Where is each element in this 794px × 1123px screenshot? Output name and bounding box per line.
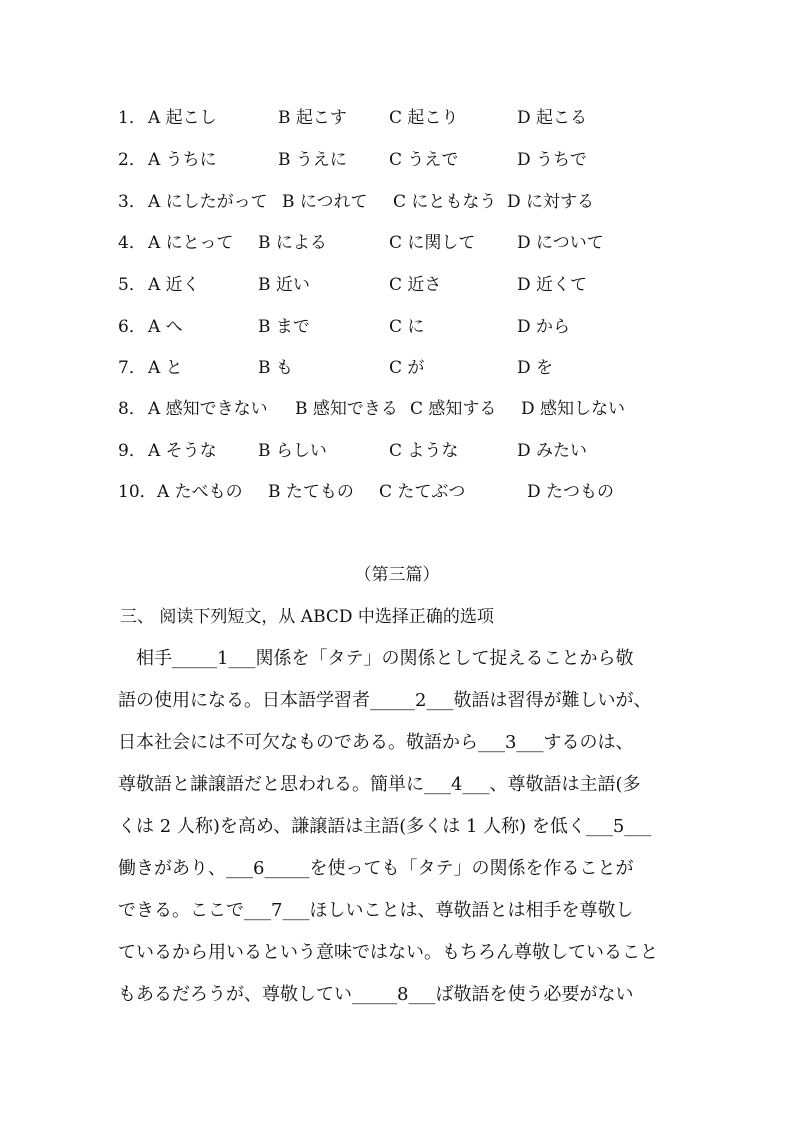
option-a: A 感知できない xyxy=(148,399,268,419)
section-title: （第三篇） xyxy=(354,565,440,585)
question-number: 5． xyxy=(118,275,146,295)
question-number: 9． xyxy=(118,441,146,461)
passage-line: 働きがあり、___6_____を使っても「タテ」の関係を作ることが xyxy=(118,858,634,879)
question-number: 10． xyxy=(118,482,157,502)
option-c: C うえで xyxy=(389,150,459,170)
option-b: B まで xyxy=(258,317,310,337)
passage-line: ているから用いるという意味ではない。もちろん尊敬していること xyxy=(118,942,658,963)
question-number: 7． xyxy=(118,358,146,378)
option-a: A 起こし xyxy=(148,108,217,128)
passage-line: 相手_____1___関係を「タテ」の関係として捉えることから敬 xyxy=(118,648,634,669)
option-b: B うえに xyxy=(278,150,347,170)
option-a: A たべもの xyxy=(157,482,243,502)
question-number: 6． xyxy=(118,317,146,337)
option-b: B につれて xyxy=(282,192,368,212)
option-b: B による xyxy=(258,233,327,253)
option-b: B たてもの xyxy=(268,482,354,502)
option-c: C 近さ xyxy=(389,275,442,295)
passage-line: くは 2 人称)を高め、謙譲語は主語(多くは 1 人称) を低く___5___ xyxy=(118,816,652,837)
option-d: D を xyxy=(517,358,554,378)
instruction-text: 三、 阅读下列短文，从 ABCD 中选择正确的选项 xyxy=(120,607,494,627)
passage-line: 尊敬語と謙譲語だと思われる。簡単に___4___、尊敬語は主語(多 xyxy=(118,774,641,795)
option-c: C ような xyxy=(389,441,459,461)
option-c: C たてぶつ xyxy=(379,482,466,502)
option-d: D 起こる xyxy=(517,108,588,128)
option-c: C にともなう xyxy=(393,192,497,212)
option-c: C 起こり xyxy=(389,108,459,128)
passage-line: 語の使用になる。日本語学習者_____2___敬語は習得が難しいが、 xyxy=(118,690,652,711)
option-c: C に関して xyxy=(389,233,476,253)
option-d: D 感知しない xyxy=(521,399,626,419)
option-d: D に対する xyxy=(507,192,595,212)
option-a: A そうな xyxy=(148,441,217,461)
option-a: A と xyxy=(148,358,183,378)
option-d: D たつもの xyxy=(527,482,615,502)
option-a: A にしたがって xyxy=(148,192,268,212)
option-d: D みたい xyxy=(517,441,588,461)
passage-line: できる。ここで___7___ほしいことは、尊敬語とは相手を尊敬し xyxy=(118,900,634,921)
option-a: A うちに xyxy=(148,150,217,170)
option-b: B も xyxy=(258,358,293,378)
option-d: D うちで xyxy=(517,150,587,170)
question-number: 1． xyxy=(118,108,146,128)
question-number: 8． xyxy=(118,399,146,419)
question-number: 3． xyxy=(118,192,146,212)
option-b: B 感知できる xyxy=(295,399,398,419)
option-c: C に xyxy=(389,317,425,337)
option-a: A へ xyxy=(148,317,183,337)
option-d: D 近くて xyxy=(517,275,588,295)
question-number: 4． xyxy=(118,233,146,253)
passage-line: 日本社会には不可欠なものである。敬語から___3___するのは、 xyxy=(118,732,634,753)
option-b: B 近い xyxy=(258,275,310,295)
option-d: D から xyxy=(517,317,571,337)
option-a: A 近く xyxy=(148,275,200,295)
option-c: C が xyxy=(389,358,425,378)
option-b: B らしい xyxy=(258,441,327,461)
option-a: A にとって xyxy=(148,233,234,253)
question-number: 2． xyxy=(118,150,146,170)
option-c: C 感知する xyxy=(410,399,497,419)
passage-line: もあるだろうが、尊敬してい_____8___ば敬語を使う必要がない xyxy=(118,984,634,1005)
option-b: B 起こす xyxy=(278,108,347,128)
option-d: D について xyxy=(517,233,604,253)
